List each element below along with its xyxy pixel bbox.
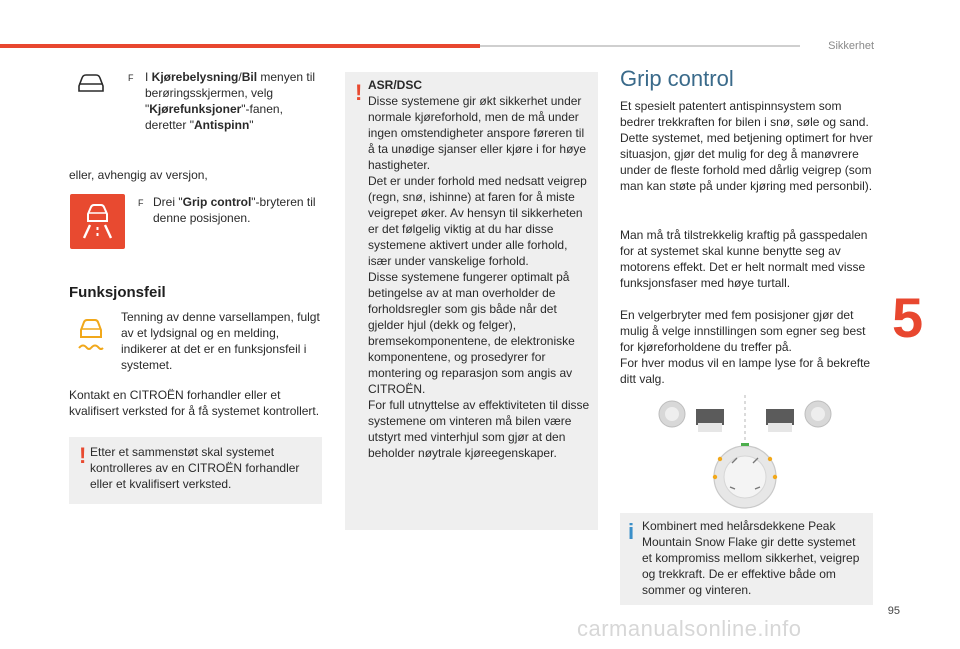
warning-text: Etter et sammenstøt skal systemet kontrolleres av en CITROËN forhandler eller et kvalifisert verksted.: [90, 445, 300, 491]
header-divider: [480, 45, 800, 47]
asr-paragraph-1: Disse systemene gir økt sikkerhet under normale kjøreforhold, men de må under ingen omstendigheter anspore føreren til å ta unødige sjanser eller kjøre i for høye hastigheter.: [368, 94, 587, 172]
grip-control-heading: Grip control: [620, 66, 734, 91]
grip-paragraph-4: For hver modus vil en lampe lyse for å bekrefte ditt valg.: [620, 356, 871, 386]
info-text: Kombinert med helårsdekkene Peak Mountain Snow Flake gir dette systemet et kompromiss mellom sikkerhet, veigrep og trekkraft. De er effektive både om sommer og vinteren.: [642, 519, 860, 597]
asr-paragraph-3: Disse systemene fungerer optimalt på betingelse av at man overholder de forholdsregler som gis både når det gjelder hjul (dekk og felger), bremsekomponentene, de elektroniske komponentene, og prosedyrer for montering og reparasjon som angis av CITROËN.: [368, 270, 575, 396]
step1-text: I Kjørebelysning/Bil menyen til berøringsskjermen, velg "Kjørefunksjoner"-fanen, deretter "Antispinn": [145, 70, 316, 132]
watermark: carmanualsonline.info: [577, 616, 802, 641]
grip-paragraph-2: Man må trå tilstrekkelig kraftig på gasspedalen for at systemet skal kunne benytte seg av motorens effekt. Det er helt normalt med visse funksjonsfaser med høye turtall.: [620, 228, 868, 290]
asr-dsc-box: [345, 72, 598, 530]
warning-box: [69, 437, 322, 504]
contact-text: Kontakt en CITROËN forhandler eller et kvalifisert verksted for å få systemet kontrollert.: [69, 388, 320, 418]
grip-paragraph-3: En velgerbryter med fem posisjoner gjør det mulig å velge innstillingen som egner seg best for kjøreforholdene du treffer på.: [620, 308, 866, 354]
asr-text: [368, 77, 593, 461]
step2-text: Drei "Grip control"-bryteren til denne posisjonen.: [153, 195, 316, 225]
asr-paragraph-2: Det er under forhold med nedsatt veigrep (regn, snø, ishinne) at faren for å miste veigrepet øker. Av hensyn til sikkerheten er det følgelig viktig at du har disse systemene aktivert under alle forhold, især under vanskelige forhold.: [368, 174, 587, 268]
asr-paragraph-4: For full utnyttelse av effektiviteten til disse systemene om vinteren må bilen være utstyrt med vinterhjul som gjør at den beholder nøytrale kjøreegenskaper.: [368, 398, 590, 460]
info-icon: i: [628, 519, 635, 544]
grip-paragraph-1: Et spesielt patentert antispinnsystem som bedrer trekkraften for bilen i snø, søle og sand. Dette systemet, med betjening optimert for hver situasjon, gjør det mulig for deg å manøvrere under de fleste forhold med dårlig veigrep (som man kan støte på under kjøring med personbil).: [620, 99, 873, 193]
header-accent-bar: [0, 44, 480, 48]
chapter-number: 5: [892, 286, 924, 349]
asr-exclamation-icon: !: [355, 80, 363, 105]
section-title: Sikkerhet: [828, 40, 874, 52]
grip-control-icon: [70, 194, 125, 249]
malfunction-warning-icon: [74, 316, 108, 352]
info-box: [620, 513, 873, 605]
page-number: 95: [887, 605, 900, 617]
car-icon: [76, 70, 106, 94]
malfunction-text: Tenning av denne varsellampen, fulgt av et lydsignal og en melding, indikerer at det er en funksjonsfeil i systemet.: [121, 310, 320, 372]
or-text: eller, avhengig av versjon,: [69, 168, 208, 182]
step1-bullet: F: [128, 73, 134, 83]
step2-bullet: F: [138, 198, 144, 208]
warning-exclamation-icon: !: [79, 443, 87, 468]
asr-title: ASR/DSC: [368, 78, 423, 92]
malfunction-heading: Funksjonsfeil: [69, 284, 166, 301]
grip-selector-illustration: [640, 393, 850, 511]
